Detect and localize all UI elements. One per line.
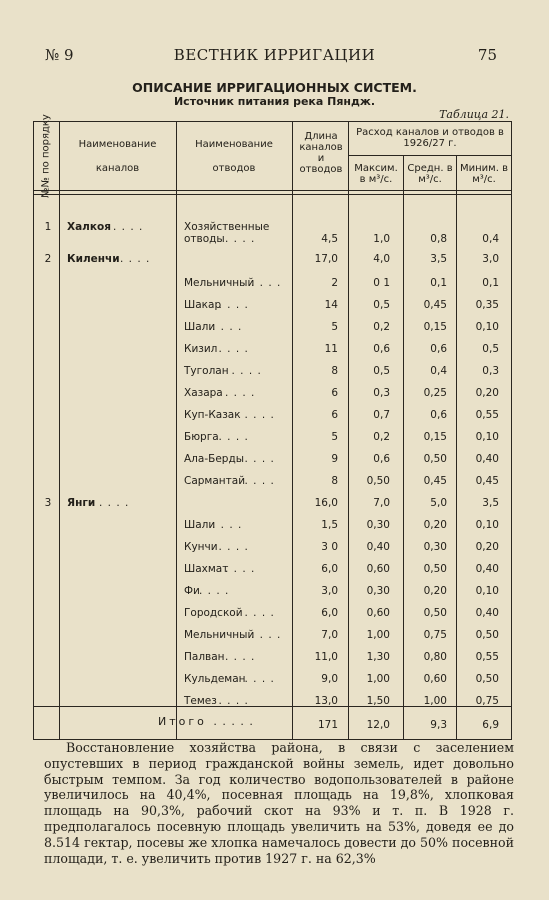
table-row: [33, 249, 512, 269]
total-max: 12,0: [366, 719, 390, 731]
max-flow: 0,2: [373, 431, 390, 443]
leader-dots: . . . .: [225, 233, 256, 245]
table-row: [33, 625, 512, 645]
branch-name: Фи: [184, 585, 200, 597]
leader-dots: . . . .: [244, 607, 275, 619]
table-row: [33, 603, 512, 623]
min-flow: 0,40: [475, 563, 499, 575]
table-row: [33, 647, 512, 667]
branch-name: Шахмат: [184, 563, 229, 575]
header-double-rule: [33, 194, 512, 195]
mid-flow: 0,1: [430, 277, 447, 289]
table-row: [33, 295, 512, 315]
branch-name: Кульдеман: [184, 673, 246, 685]
length-value: 1,5: [321, 519, 338, 531]
max-flow: 1,50: [366, 695, 390, 707]
table-row: [33, 405, 512, 425]
min-flow: 0,40: [475, 453, 499, 465]
mid-flow: 0,45: [423, 475, 447, 487]
branch-name: Шали: [184, 519, 216, 531]
length-value: 5: [331, 321, 338, 333]
max-flow: 7,0: [373, 497, 390, 509]
table-row: [33, 515, 512, 535]
min-flow: 0,40: [475, 607, 499, 619]
max-flow: 0 1: [373, 277, 390, 289]
table-row: [33, 361, 512, 381]
journal-title: ВЕСТНИК ИРРИГАЦИИ: [173, 46, 376, 64]
total-min: 6,9: [482, 719, 499, 731]
table-row: [33, 273, 512, 293]
leader-dots: . . . .: [218, 431, 249, 443]
branch-name: Туголан: [184, 365, 229, 377]
table-row: [33, 383, 512, 403]
table-row: [33, 559, 512, 579]
length-value: 8: [331, 365, 338, 377]
mid-flow: 0,50: [423, 563, 447, 575]
min-flow: 0,35: [475, 299, 499, 311]
leader-dots: . . . .: [99, 497, 130, 509]
mid-flow: 0,8: [430, 233, 447, 245]
table-row: [33, 317, 512, 337]
branch-name: Хазара: [184, 387, 223, 399]
total-mid: 9,3: [430, 719, 447, 731]
leader-dots: . . . .: [120, 253, 151, 265]
branch-name: отводы: [184, 233, 225, 245]
leader-dots: . . . .: [218, 541, 249, 553]
header-branch-1: Наименование: [195, 139, 273, 150]
min-flow: 0,45: [475, 475, 499, 487]
leader-dots: . . . .: [251, 277, 282, 289]
leader-dots: . . . .: [244, 453, 275, 465]
canal-name: Халкоя: [67, 221, 111, 233]
min-flow: 0,10: [475, 585, 499, 597]
row-number: 3: [44, 497, 52, 509]
flow-subheader-rule: [348, 155, 512, 156]
max-flow: 0,7: [373, 409, 390, 421]
branch-name: Мельничный: [184, 277, 255, 289]
length-value: 3 0: [321, 541, 338, 553]
row-number: 1: [44, 221, 52, 233]
table-row: [33, 339, 512, 359]
leader-dots: . . . .: [225, 651, 256, 663]
canal-name: Киленчи: [67, 253, 120, 265]
table-row: [33, 493, 512, 513]
mid-flow: 0,20: [423, 585, 447, 597]
min-flow: 0,55: [475, 651, 499, 663]
min-flow: 0,5: [482, 343, 499, 355]
table-row: [33, 229, 512, 249]
max-flow: 1,00: [366, 673, 390, 685]
max-flow: 0,3: [373, 387, 390, 399]
table-number: Таблица 21.: [439, 108, 509, 121]
length-value: 6: [331, 387, 338, 399]
max-flow: 1,30: [366, 651, 390, 663]
header-length: Длина каналов и отводов: [299, 131, 343, 175]
leader-dots: . . . .: [251, 629, 282, 641]
table-row: [33, 537, 512, 557]
max-flow: 1,00: [366, 629, 390, 641]
branch-name: Сармантай: [184, 475, 246, 487]
max-flow: 0,5: [373, 365, 390, 377]
leader-dots: . . . .: [231, 365, 262, 377]
branch-name: Кизил: [184, 343, 218, 355]
branch-name: Кунчи: [184, 541, 218, 553]
min-flow: 0,10: [475, 321, 499, 333]
mid-flow: 0,50: [423, 607, 447, 619]
mid-flow: 3,5: [430, 253, 447, 265]
leader-dots: . . . .: [225, 563, 256, 575]
header-canal-2: каналов: [95, 163, 140, 174]
leader-dots: . . . .: [244, 673, 275, 685]
min-flow: 0,10: [475, 431, 499, 443]
min-flow: 0,50: [475, 629, 499, 641]
branch-name: Городской: [184, 607, 243, 619]
header-canal-1: Наименование: [78, 139, 157, 150]
row-number: 2: [44, 253, 52, 265]
total-label: Итого . . . . .: [158, 715, 254, 728]
leader-dots: . . . .: [218, 299, 249, 311]
header-max: Максим. в м³/с.: [354, 163, 398, 185]
max-flow: 0,6: [373, 453, 390, 465]
leader-dots: . . . .: [218, 343, 249, 355]
min-flow: 3,5: [482, 497, 499, 509]
max-flow: 0,2: [373, 321, 390, 333]
table-row: [33, 669, 512, 689]
mid-flow: 0,60: [423, 673, 447, 685]
mid-flow: 5,0: [430, 497, 447, 509]
mid-flow: 0,75: [423, 629, 447, 641]
header-mid: Средн. в м³/с.: [407, 163, 453, 185]
length-value: 4,5: [321, 233, 338, 245]
min-flow: 0,75: [475, 695, 499, 707]
leader-dots: . . . .: [244, 409, 275, 421]
length-value: 2: [331, 277, 338, 289]
min-flow: 0,55: [475, 409, 499, 421]
length-value: 6,0: [321, 607, 338, 619]
length-value: 6: [331, 409, 338, 421]
max-flow: 1,0: [373, 233, 390, 245]
branch-name: Шали: [184, 321, 216, 333]
branch-name: Хозяйственные: [184, 221, 270, 233]
table-top-rule: [33, 121, 512, 122]
max-flow: 0,5: [373, 299, 390, 311]
table-row: [33, 581, 512, 601]
mid-flow: 0,80: [423, 651, 447, 663]
min-flow: 0,10: [475, 519, 499, 531]
table-row: [33, 427, 512, 447]
branch-name: Шакар: [184, 299, 222, 311]
length-value: 11: [324, 343, 338, 355]
branch-name: Бюрга: [184, 431, 219, 443]
section-title: ОПИСАНИЕ ИРРИГАЦИОННЫХ СИСТЕМ.: [132, 80, 417, 95]
issue-number: № 9: [45, 46, 74, 64]
section-subtitle: Источник питания река Пяндж.: [173, 95, 376, 108]
leader-dots: . . . .: [113, 221, 144, 233]
leader-dots: . . . .: [199, 585, 230, 597]
length-value: 7,0: [321, 629, 338, 641]
max-flow: 0,6: [373, 343, 390, 355]
length-value: 11,0: [314, 651, 338, 663]
header-branch-2: отводов: [212, 163, 256, 174]
mid-flow: 0,45: [423, 299, 447, 311]
leader-dots: . . . .: [244, 475, 275, 487]
length-value: 14: [324, 299, 338, 311]
branch-name: Палван: [184, 651, 225, 663]
length-value: 16,0: [314, 497, 338, 509]
leader-dots: . . . .: [212, 321, 243, 333]
min-flow: 0,1: [482, 277, 499, 289]
max-flow: 0,50: [366, 475, 390, 487]
mid-flow: 0,50: [423, 453, 447, 465]
min-flow: 0,4: [482, 233, 499, 245]
branch-name: Ала-Берды: [184, 453, 244, 465]
length-value: 17,0: [314, 253, 338, 265]
min-flow: 0,3: [482, 365, 499, 377]
length-value: 3,0: [321, 585, 338, 597]
total-length: 171: [317, 719, 338, 731]
mid-flow: 0,6: [430, 343, 447, 355]
header-flow: Расход каналов и отводов в 1926/27 г.: [356, 127, 504, 149]
leader-dots: . . . .: [212, 519, 243, 531]
total-row: [33, 715, 512, 735]
min-flow: 3,0: [482, 253, 499, 265]
page-number: 75: [477, 46, 497, 64]
max-flow: 0,60: [366, 563, 390, 575]
branch-name: Куп-Казак: [184, 409, 241, 421]
paragraph: Восстановление хозяйства района, в связи с заселением опустевших в период гражданской войны земель, идет довольно быстрым темпом. За год количество водопользователей в районе увеличилось на 40,4%, посевная площадь на 19,8%, хлопковая площадь на 90,3%, рабочий скот на 93% и т. п. В 1928 г. предполагалось посевную площадь увеличить на 53%, доведя ее до 8.514 гектар, посевы же хлопка намечалось довести до 50% посевной площади, т. е. увеличить против 1927 г. на 62,3%: [44, 740, 514, 866]
mid-flow: 0,6: [430, 409, 447, 421]
mid-flow: 1,00: [423, 695, 447, 707]
length-value: 13,0: [314, 695, 338, 707]
header-min: Миним. в м³/с.: [460, 163, 508, 185]
branch-name: Темез: [184, 695, 217, 707]
max-flow: 0,60: [366, 607, 390, 619]
header-bottom-rule: [33, 190, 512, 191]
length-value: 5: [331, 431, 338, 443]
min-flow: 0,50: [475, 673, 499, 685]
leader-dots: . . . .: [218, 695, 249, 707]
length-value: 8: [331, 475, 338, 487]
max-flow: 0,30: [366, 519, 390, 531]
table-row: [33, 691, 512, 711]
length-value: 9,0: [321, 673, 338, 685]
min-flow: 0,20: [475, 387, 499, 399]
max-flow: 0,30: [366, 585, 390, 597]
mid-flow: 0,20: [423, 519, 447, 531]
header-num: №№ по порядку: [40, 114, 52, 198]
body-text: [44, 740, 514, 866]
branch-name: Мельничный: [184, 629, 255, 641]
mid-flow: 0,15: [423, 321, 447, 333]
mid-flow: 0,4: [430, 365, 447, 377]
max-flow: 4,0: [373, 253, 390, 265]
canal-name: Янги: [67, 497, 96, 509]
max-flow: 0,40: [366, 541, 390, 553]
mid-flow: 0,15: [423, 431, 447, 443]
table-row: [33, 471, 512, 491]
mid-flow: 0,30: [423, 541, 447, 553]
leader-dots: . . . .: [225, 387, 256, 399]
length-value: 6,0: [321, 563, 338, 575]
min-flow: 0,20: [475, 541, 499, 553]
mid-flow: 0,25: [423, 387, 447, 399]
length-value: 9: [331, 453, 338, 465]
table-row: [33, 449, 512, 469]
